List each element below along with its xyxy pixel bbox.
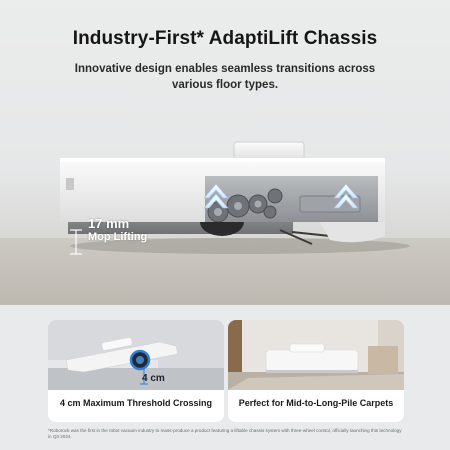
feature-card-carpet: [228, 320, 404, 422]
mop-lift-label: Mop Lifting: [88, 231, 148, 243]
carpet-image: [228, 320, 404, 390]
threshold-measure: 4 cm: [142, 373, 165, 384]
mop-lift-value: 17 mm: [88, 216, 130, 231]
page-title: Industry-First* AdaptiLift Chassis: [72, 28, 378, 49]
threshold-image: [48, 320, 224, 390]
subtitle: Innovative design enables seamless transitions across various floor types.: [74, 63, 376, 91]
feature-card-threshold: [48, 320, 224, 422]
carpet-caption: Perfect for Mid-to-Long-Pile Carpets: [238, 398, 394, 408]
footnote: *Roborock was the first in the robot vacuum industry to mass-produce a product featuring a liftable chassis system with three-wheel control, officially launching this technology in Q3 2024.: [48, 428, 402, 439]
threshold-caption: 4 cm Maximum Threshold Crossing: [59, 398, 213, 408]
